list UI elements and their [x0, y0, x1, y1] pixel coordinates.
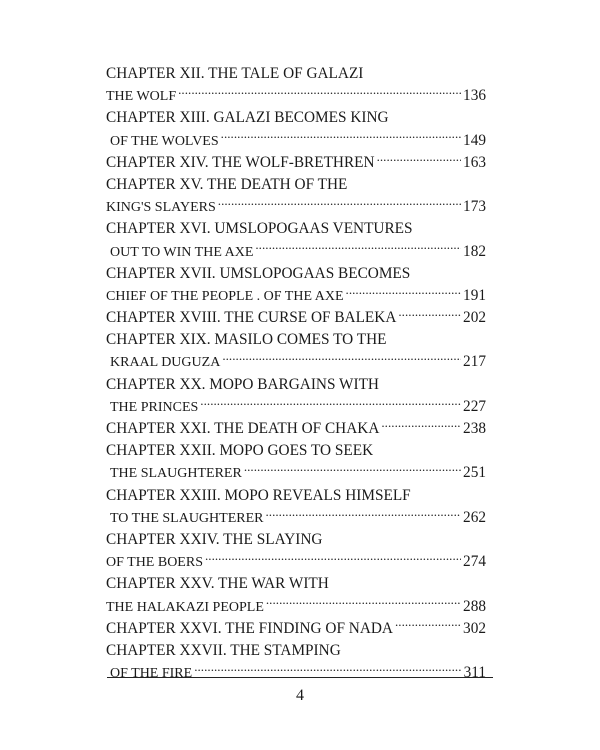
chapter-title: CHAPTER XXV. THE WAR WITH [106, 575, 329, 593]
page-ref: 182 [463, 242, 486, 260]
toc-chapter-line [106, 107, 486, 129]
chapter-subtitle: CHIEF OF THE PEOPLE . OF THE AXE [106, 288, 344, 304]
toc-chapter-line [106, 640, 486, 662]
chapter-title: CHAPTER XXIII. MOPO REVEALS HIMSELF [106, 486, 411, 504]
toc-chapter-line [106, 63, 486, 85]
dot-leader [194, 663, 461, 677]
toc-subtitle-line [106, 85, 486, 107]
toc-chapter-line [106, 374, 486, 396]
toc-chapter-line [106, 329, 486, 351]
page-ref: 163 [463, 153, 486, 171]
page-ref: 274 [463, 553, 486, 571]
dot-leader [265, 508, 461, 522]
page-ref: 288 [463, 597, 486, 615]
page-ref: 217 [463, 353, 486, 371]
dot-leader [222, 352, 461, 366]
page-ref: 238 [463, 420, 486, 437]
chapter-subtitle: KRAAL DUGUZA [110, 355, 221, 371]
dot-leader [178, 86, 461, 100]
toc-subtitle-line [106, 285, 486, 307]
page-ref: 149 [463, 131, 486, 149]
toc-subtitle-line [106, 351, 486, 373]
dot-leader [377, 153, 461, 167]
chapter-title: CHAPTER XXIV. THE SLAYING [106, 530, 323, 548]
toc-subtitle-line [106, 596, 486, 618]
toc-chapter-line [106, 263, 486, 285]
chapter-subtitle: THE HALAKAZI PEOPLE [106, 599, 264, 615]
dot-leader [398, 308, 461, 322]
page-ref: 202 [463, 309, 486, 327]
dot-leader [266, 597, 461, 611]
chapter-title: CHAPTER XIV. THE WOLF-BRETHREN [106, 153, 375, 171]
chapter-title: CHAPTER XIX. MASILO COMES TO THE [106, 331, 387, 349]
chapter-title: CHAPTER XXI. THE DEATH OF CHAKA [106, 420, 380, 437]
toc-chapter-line [106, 440, 486, 462]
dot-leader [255, 242, 461, 256]
toc-chapter-line [106, 529, 486, 551]
toc-chapter-line [106, 485, 486, 507]
page-ref: 311 [463, 664, 486, 682]
chapter-title: CHAPTER XXVI. THE FINDING OF NADA [106, 619, 393, 637]
toc-chapter-line [106, 573, 486, 595]
chapter-subtitle: OF THE BOERS [106, 555, 203, 571]
toc-subtitle-line [106, 130, 486, 152]
chapter-title: CHAPTER XIII. GALAZI BECOMES KING [106, 109, 389, 127]
footer-rule [107, 677, 493, 678]
toc-chapter-line [106, 152, 486, 174]
chapter-title: CHAPTER XX. MOPO BARGAINS WITH [106, 375, 379, 393]
toc-chapter-line [106, 618, 486, 640]
toc-chapter-line [106, 218, 486, 240]
toc-subtitle-line [106, 551, 486, 573]
page-number: 4 [296, 687, 304, 704]
dot-leader [346, 286, 462, 300]
dot-leader [244, 463, 461, 477]
page-ref: 191 [463, 286, 486, 304]
toc-subtitle-line [106, 396, 486, 418]
toc-subtitle-line [106, 462, 486, 484]
chapter-subtitle: THE SLAUGHTERER [110, 466, 242, 482]
page-ref: 251 [463, 464, 486, 482]
page-ref: 302 [463, 619, 486, 637]
page-ref: 136 [463, 87, 486, 105]
dot-leader [381, 419, 461, 433]
chapter-title: CHAPTER XVI. UMSLOPOGAAS VENTURES [106, 220, 413, 238]
dot-leader [395, 619, 461, 633]
dot-leader [221, 131, 461, 145]
chapter-title: CHAPTER XXVII. THE STAMPING [106, 641, 341, 659]
chapter-title: CHAPTER XV. THE DEATH OF THE [106, 175, 348, 193]
chapter-title: CHAPTER XII. THE TALE OF GALAZI [106, 65, 364, 82]
page-ref: 173 [463, 198, 486, 216]
toc-chapter-line [106, 174, 486, 196]
chapter-subtitle: KING'S SLAYERS [106, 200, 216, 216]
chapter-subtitle: THE WOLF [106, 89, 177, 105]
toc-subtitle-line [106, 196, 486, 218]
chapter-subtitle: TO THE SLAUGHTERER [110, 510, 264, 526]
chapter-title: CHAPTER XVII. UMSLOPOGAAS BECOMES [106, 264, 411, 282]
table-of-contents [106, 63, 486, 684]
page-ref: 227 [463, 397, 486, 415]
chapter-subtitle: THE PRINCES [110, 399, 199, 415]
toc-subtitle-line [106, 662, 486, 684]
page-ref: 262 [463, 508, 486, 526]
toc-chapter-line [106, 418, 486, 440]
toc-subtitle-line [106, 241, 486, 263]
chapter-title: CHAPTER XXII. MOPO GOES TO SEEK [106, 442, 374, 460]
toc-subtitle-line [106, 507, 486, 529]
dot-leader [200, 397, 461, 411]
chapter-subtitle: OUT TO WIN THE AXE [110, 244, 254, 260]
chapter-subtitle: OF THE WOLVES [110, 133, 219, 149]
dot-leader [218, 197, 461, 211]
toc-chapter-line [106, 307, 486, 329]
chapter-subtitle: OF THE FIRE [110, 666, 193, 682]
chapter-title: CHAPTER XVIII. THE CURSE OF BALEKA [106, 309, 397, 327]
dot-leader [205, 552, 461, 566]
